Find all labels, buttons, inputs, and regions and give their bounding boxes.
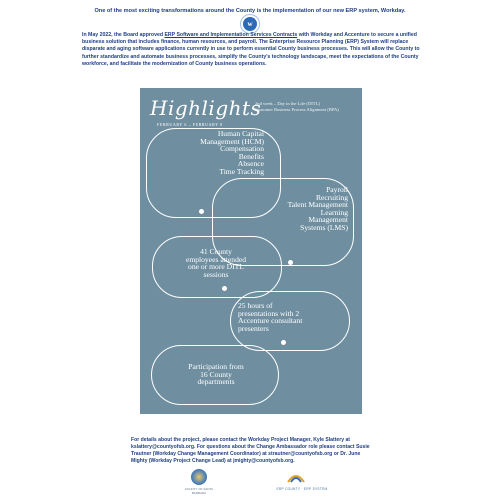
highlight-item-2 (234, 186, 348, 232)
highlight-line: Time Tracking (219, 166, 264, 176)
timeline-dot-4 (281, 340, 286, 345)
highlight-line: Learning (320, 207, 348, 217)
highlight-line: Talent Management (287, 200, 348, 210)
highlight-item-1 (160, 130, 264, 176)
contracts-link[interactable]: ERP Software and Implementation Services Contracts (164, 32, 298, 38)
intro-text-post: with Workday and Accenture to secure a unified business solution that includes finance, human resources, and payroll. The Enterprise Resource Planning (ERP) System will replace disparate and aging software applications currently in use to perform essential County business processes. This will allow the County to further standardize and automate business processes, simplify the County's technology landscape, meet the expectations of the County workforce, and facilitate the modernization of County business operations. (82, 32, 420, 67)
page-heading: One of the most exciting transformations around the County is the implementation of our new ERP system, Workday. (94, 8, 406, 14)
intro-text-pre: In May 2022, the Board approved (82, 32, 165, 38)
highlights-subtitle-line2: Customer Business Process Alignment (BPA) (255, 107, 339, 112)
highlight-line: presenters (238, 323, 269, 333)
highlights-subtitle-line1: 2nd week – Day in the Life (DITL) (255, 101, 320, 106)
highlight-line: Systems (LMS) (300, 222, 348, 232)
county-seal-caption: COUNTY OF SANTA BARBARA (184, 487, 214, 495)
highlight-line: Compensation (220, 144, 264, 154)
highlight-line: Absence (237, 159, 264, 169)
highlight-line: Management (HCM) (200, 136, 264, 146)
highlights-subtitle (255, 101, 355, 113)
highlight-line: Payroll (326, 185, 348, 194)
highlight-item-5 (160, 363, 272, 386)
highlights-dates: FEBRUARY 6 – FEBRUARY 8 (157, 122, 223, 127)
highlight-line: Accenture consultant (238, 316, 303, 326)
highlight-line: 25 hours of (238, 301, 273, 310)
highlight-line: one or more DITL (188, 262, 244, 272)
highlight-line: sessions (203, 269, 229, 279)
highlights-title: Highlights (150, 96, 262, 120)
timeline-dot-2 (288, 260, 293, 265)
highlight-line: presentations with 2 (238, 308, 300, 318)
highlight-line: Recruiting (315, 192, 348, 202)
workday-logo-icon: w (243, 17, 257, 31)
timeline-dot-3 (222, 286, 227, 291)
highlight-line: 41 County (200, 247, 232, 256)
highlight-line: Participation from (188, 362, 244, 371)
highlight-line: Human Capital (217, 129, 264, 138)
intro-paragraph (82, 32, 420, 68)
highlight-item-4 (238, 302, 346, 332)
highlight-line: departments (197, 377, 235, 387)
county-seal-icon (191, 469, 207, 485)
highlight-line: Benefits (238, 151, 264, 161)
highlight-line: Management (308, 215, 348, 225)
highlight-item-3 (160, 248, 272, 278)
highlight-line: employees attended (185, 254, 247, 264)
erp-logo-icon (286, 470, 306, 484)
erp-logo-caption: ERP COUNTY · ERP SYSTEM (276, 487, 328, 491)
timeline-dot-1 (199, 209, 204, 214)
contact-footer: For details about the project, please contact the Workday Project Manager, Kyle Slattery at kslattery@countyofsb.org. For questions about the Change Ambassador role please contact Susie Trautner (Workday Change Management Coordinator) at strautner@countyofsb.org or Dr. June Mighty (Workday Project Change Lead) at jmighty@countyofsb.org. (131, 437, 370, 464)
highlight-line: 16 County (200, 369, 232, 379)
